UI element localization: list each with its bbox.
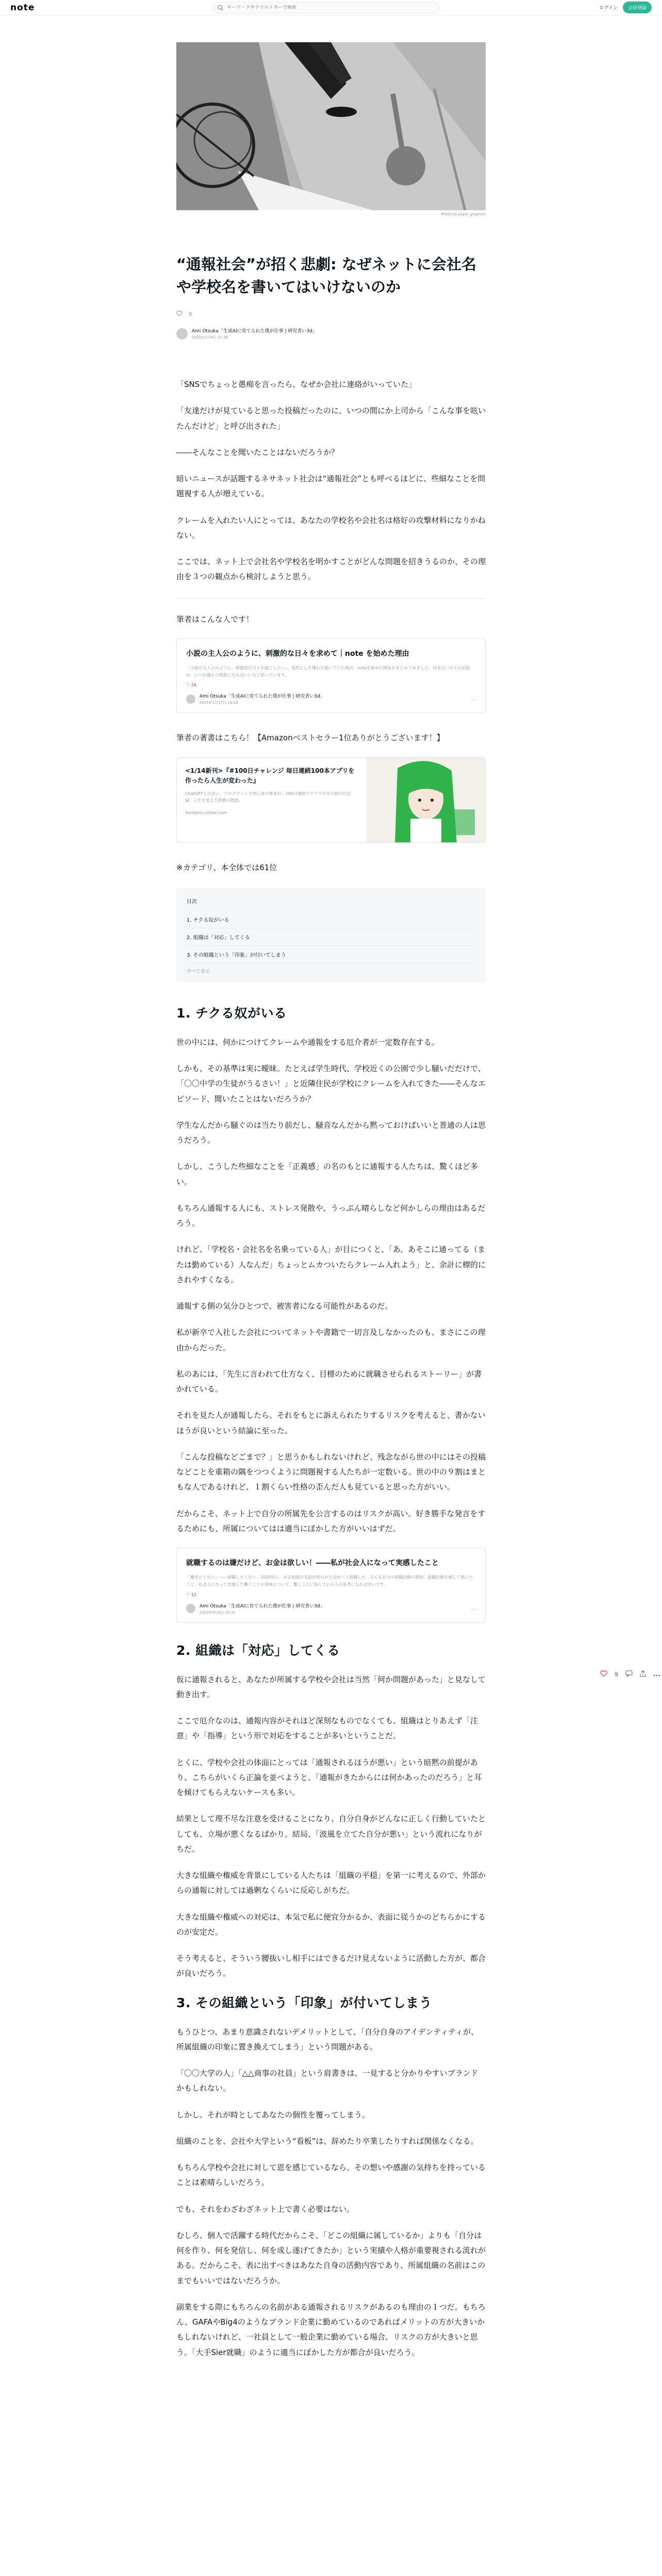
embed-author: Ami Otsuka「生成AIに育てられた僕が仕事 | 研究者い3d」	[200, 694, 325, 700]
body-paragraph: しかも、その基準は実に曖昧。たとえば学生時代、学校近くの公園で少し騒いだだけで、「〇〇中学の生徒がうるさい！」と近隣住民が学校にクレームを入れてきた――そんなエピソード、聞いたことはないだろうか？	[176, 1064, 486, 1104]
toc-show-all[interactable]: すべて表示	[187, 969, 210, 974]
body-paragraph: 私のあには、「先生に言われて仕方なく、目標のために就職させられるストーリー」が書かれている。	[176, 1369, 482, 1394]
body-paragraph: 通報する側の気分ひとつで、被害者になる可能性があるのだ。	[176, 1301, 393, 1311]
embed-more[interactable]: …	[472, 1606, 476, 1611]
intro-paragraph: 「友達だけが見ていると思った投稿だったのに、いつの間にか上司から「こんな事を呟いたんだけど」と呼び出された」	[176, 406, 486, 431]
divider	[176, 598, 486, 599]
search-box[interactable]	[212, 2, 439, 13]
intro-paragraph: クレームを入れたい人にとっては、あなたの学校名や会社名は格好の攻撃材料になりかねない。	[176, 515, 486, 540]
intro-paragraph: ――そんなことを聞いたことはないだろうか？	[176, 447, 339, 457]
heart-icon	[176, 311, 183, 316]
author-avatar[interactable]	[176, 328, 188, 340]
body-paragraph: それを見た人が通報したら、それをもとに訴えられたりするリスクを考えると、書かないほうが良いという結論に至った。	[176, 1411, 486, 1435]
article-meta	[176, 311, 486, 318]
floating-action-bar	[600, 1670, 660, 1679]
embedded-note-card[interactable]	[176, 1548, 486, 1623]
body-paragraph: しかし、こうした些細なことを「正義感」の名のもとに通報する人たちは、驚くほど多い。	[176, 1162, 478, 1187]
book-lead: 筆者の著書はこちら！【Amazonベストセラー1位ありがとうございます！】	[176, 733, 444, 743]
book-url: bookplus.nikkei.com	[185, 810, 227, 815]
body-paragraph: 仮に通報されると、あなたが所属する学校や会社は当然「何か問題があった」と見なして動き出す。	[176, 1674, 486, 1699]
body-paragraph: 副業をする際にもちろんの名前がある通報されるリスクがあるのも理由の１つだ。もちろん、GAFAやBig4のようなブランド企業に勤めているのであればメリットの方が大きいかもしれないけれど、一社員として一般企業に勤めている場合、リスクの方が大きいと思う。「大手Sier就職」のように適当にぼかした方が都合が良いだろう。	[176, 2302, 486, 2357]
article-body	[176, 377, 486, 2360]
note-logo[interactable]: note	[10, 2, 35, 13]
body-paragraph: だからこそ、ネット上で自分の所属先を公言するのはリスクが高い。好き勝手な発言をするためにも、所属についてはは適当にぼかした方がいいはずだ。	[176, 1509, 486, 1533]
embed-date: 2023年8月8日 20:21	[200, 1610, 236, 1615]
intro-paragraph: ここでは、ネット上で会社名や学校名を明かすことがどんな問題を招きうるのか、その理由を３つの観点から検討しようと思う。	[176, 557, 486, 582]
book-link-card[interactable]	[176, 757, 486, 843]
body-paragraph: 「〇〇大学の人」「△△商事の社員」という肩書きは、一見すると分かりやすいブランドかもしれない。	[176, 2069, 478, 2093]
article-title: “通報社会”が招く悲劇: なぜネットに会社名や学校名を書いてはいけないのか	[176, 256, 476, 296]
category-note: ※カテゴリ、本全体では61位	[176, 862, 277, 872]
like-count: 9	[189, 311, 192, 317]
embed-title[interactable]: 小説の主人公のように、刺激的な日々を求めて｜note を始めた理由	[186, 649, 409, 658]
body-paragraph: 組織のことを、会社や大学という“看板”は、辞めたり卒業したりすれば関係なくなる。	[176, 2136, 478, 2146]
embed-likes: ♡ 12	[186, 1592, 196, 1597]
body-paragraph: でも、それをわざわざネット上で書く必要はない。	[176, 2204, 355, 2214]
body-paragraph: 世の中には、何かにつけてクレームや通報をする厄介者が一定数存在する。	[176, 1037, 439, 1047]
body-paragraph: 「こんな投稿などごまで？」と思うかもしれないけれど、残念ながら世の中にはその投稿などことを重箱の隅をつつくように問題視する人たちが一定数いる。世の中の９割はまともな人であるけれど、１割くらい性格の歪んだ人も見ていると思った方がいい。	[176, 1452, 486, 1492]
embed-author: Ami Otsuka「生成AIに育てられた僕が仕事 | 研究者い3d」	[200, 1603, 325, 1609]
toc-item[interactable]: 1. チクる奴がいる	[187, 911, 475, 928]
embed-likes: ♡ 24	[186, 683, 196, 688]
toc-heading[interactable]: 目次	[187, 899, 197, 905]
more-icon	[653, 1674, 660, 1676]
like-button[interactable]	[176, 311, 183, 318]
share-button[interactable]	[640, 1670, 646, 1679]
body-paragraph: もちろん学校や会社に対して恩を感じているなら、その想いや感謝の気持ちを持っていることは素晴らしいだろう。	[176, 2163, 486, 2188]
embed-excerpt: 「働きたくない」――就職したくない。2020年に、ある程度の名前が知られた会社へと就職した、そんな自分の就職活動の物語。就職活動を通して感じたこと、社会人になって実感した働くことの意味について、働くことに悩んでいる人の参考になれば幸いです。	[186, 1575, 473, 1587]
toc-item[interactable]: 2. 組織は「対応」してくる	[187, 928, 475, 946]
body-paragraph: けれど、「学校名・会社名を名乗っている人」が目につくと、「あ、あそこに通ってる（または勤めている）人なんだ」ちょっとムカついたらクレーム入れよう」と、余計に標的にされやすくなる。	[176, 1245, 486, 1284]
book-title[interactable]: <1/14新刊>『#100日チャレンジ 毎日連続100本アプリを作ったら人生が変わった』	[185, 767, 355, 784]
intro-paragraph: 暗いニュースが話題するネサネット社会は“通報社会”とも呼べるほどに、些細なことを問題視する人が増えている。	[176, 474, 486, 499]
body-paragraph: 結果として理不尽な注意を受けることになり、自分自身がどんなに正しく行動していたとしても、立場が悪くなるばかり。結局、「波風を立てた自分が悪い」という流れになりがちだ。	[176, 1814, 486, 1854]
comment-button[interactable]	[625, 1670, 633, 1679]
body-paragraph: とくに、学校や会社の体面にとっては「通報されるほうが悪い」という暗黙の前提があり、こちらがいくら正論を並べようと、「通報がきたからには何かあったのだろう」と耳を傾けてもらえないケースも多い。	[176, 1757, 482, 1798]
search-icon	[217, 4, 224, 11]
body-paragraph: しかし、それが時としてあなたの個性を覆ってしまう。	[176, 2110, 370, 2120]
toc-item[interactable]: 3. その組織という「印象」が付いてしまう	[187, 946, 475, 963]
embed-date: 2025年1月17日 18:38	[200, 701, 238, 705]
float-like-count: 9	[615, 1671, 618, 1678]
embed-excerpt: 「小説の主人公のように、刺激的な日々を過ごしたい」。漠然とした憧れを抱いていた僕が、noteを始めた理由をまとめてみました。何気ない日々の記録が、いつか誰かの物語になればいいなと思っています。	[186, 666, 470, 677]
author-name[interactable]: Ami Otsuka「生成AIに育てられた僕が仕事 | 研究者い3d」	[192, 329, 317, 334]
body-paragraph: 大きな組織や権威を背景にしている人たちは「組織の平穏」を第一に考えるので、外部からの通報に対しては過剰なくらいに反応しがちだ。	[176, 1871, 486, 1895]
section-heading: 1. チクる奴がいる	[176, 1005, 287, 1021]
login-link[interactable]: ログイン	[599, 6, 618, 11]
section-heading: 3. その組織という「印象」が付いてしまう	[176, 1995, 433, 2010]
article	[176, 42, 486, 2371]
more-button[interactable]	[653, 1671, 660, 1678]
book-description: ChatGPTと出会い、プログラミング初心者の筆者が、100日連続でアプリを作り続けた記録。人生を変えた挑戦の物語。	[185, 791, 351, 803]
body-paragraph: 私が新卒で入社した会社についてネットや書籍で一切言及しなかったのも、まさにこの理由からだった。	[176, 1328, 486, 1352]
body-paragraph: そう考えると、そういう腰抜いし相手にはできるだけ見えないように活動した方が、都合が良いだろう。	[176, 1954, 486, 1978]
body-paragraph: 学生なんだから騒ぐのは当たり前だし、騒音なんだから黙っておけばいいと普通の人は思うだろう。	[176, 1120, 486, 1145]
hero-image	[176, 42, 486, 210]
book-cover-illustration	[367, 758, 485, 842]
share-icon	[640, 1670, 646, 1677]
hero-photo	[176, 42, 486, 210]
float-like-button[interactable]	[600, 1670, 607, 1679]
embed-author-avatar	[186, 694, 195, 704]
signup-button[interactable]: 会員登録	[623, 2, 652, 13]
intro-paragraph: 「SNSでちょっと愚痴を言ったら、なぜか会社に連絡がいっていた」	[176, 380, 417, 389]
body-paragraph: もうひとつ、あまり意識されないデメリットとして、「自分自身のアイデンティティが、所属組織の印象に置き換えてしまう」という問題がある。	[176, 2027, 479, 2052]
table-of-contents	[176, 888, 486, 982]
embedded-note-card[interactable]	[176, 638, 486, 714]
embed-title[interactable]: 就職するのは嫌だけど、お金は欲しい！――私が社会人になって実感したこと	[186, 1559, 439, 1568]
body-paragraph: もちろん通報する人にも、ストレス発散や、うっぷん晴らしなど何かしらの理由はあるだろう。	[176, 1203, 486, 1228]
comment-icon	[625, 1670, 633, 1677]
body-paragraph: むしろ、個人で活躍する時代だからこそ、「どこの組織に属しているか」よりも「自分は何を作り、何を発信し、何を成し遂げてきたか」という実績や人格が重要視される流れがある。だからこそ、表に出すべきはあなた自身の活動内容であり、所属組織の名前はこのまでもいいではないだろうか。	[176, 2230, 486, 2285]
body-paragraph: ここで厄介なのは、通報内容がそれほど深刻なものでなくても、組織はとりあえず「注意」や「指導」という形で対応をすることが多いということだ。	[176, 1716, 478, 1741]
search-input[interactable]	[227, 5, 435, 10]
post-date: 2025年2月6日 17:26	[192, 335, 228, 340]
embed-more[interactable]: …	[472, 697, 476, 702]
section-heading: 2. 組織は「対応」してくる	[176, 1642, 340, 1658]
book-cover-image	[367, 758, 485, 842]
bio-lead: 筆者はこんな人です！	[176, 614, 254, 624]
author-row	[176, 327, 486, 340]
body-paragraph: 大きな組織や権威への対応は、本気で私に便宜分かるか、表面に従うかのどちらかにするのが安定だ。	[176, 1912, 486, 1937]
site-header	[0, 0, 662, 15]
heart-icon	[600, 1670, 607, 1677]
embed-author-avatar	[186, 1604, 195, 1613]
photo-credit[interactable]: Photo by papei_graphert	[441, 212, 486, 216]
